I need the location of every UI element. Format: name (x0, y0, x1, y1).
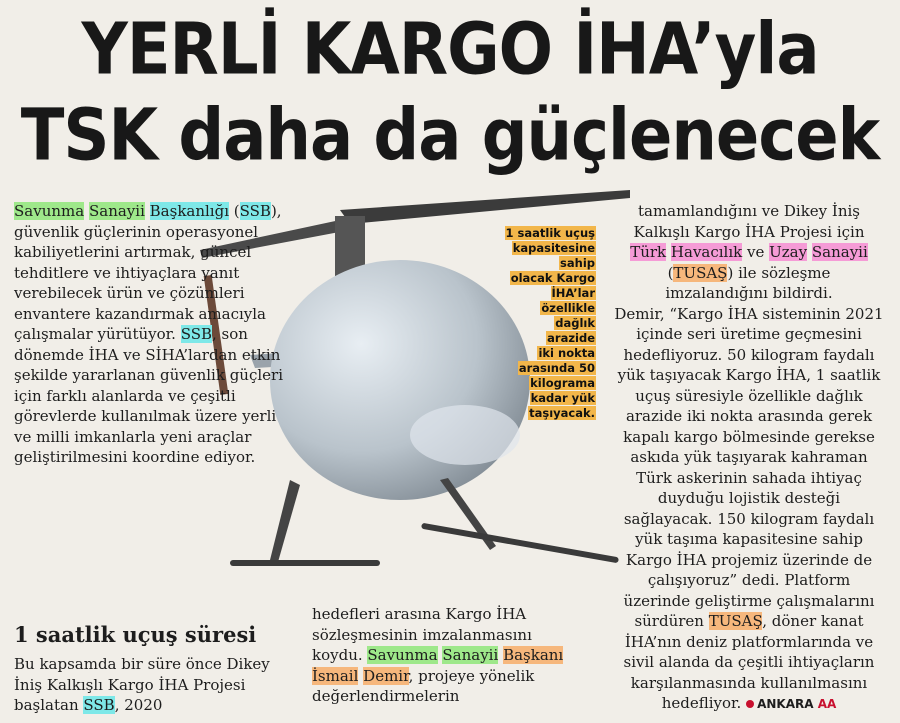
text-run: ) ile sözleşme imzalandığını bildirdi. (665, 263, 833, 302)
text-run: Demir, “Kargo İHA sisteminin 2021 içinde seri üretime geçmesini hedefliyoruz. 50 kilogram faydalı yük taşıyacak Kargo İHA, 1 saatlik uçuş süresiyle özellikle dağlık arazide iki nokta arasında gerek kapalı kargo bölmesinde gerekse askıda yük taşıyarak kahraman Türk askerinin sahada ihtiyaç duyduğu lojistik desteği sağlayacak. 150 kilogram faydalı yük taşıma kapasitesine sahip Kargo İHA projemiz üzerinde de çalışıyoruz” dedi. Platform üzerinde geliştirme çalışmalarını sürdüren (614, 304, 884, 630)
text-run: tamamlandığını ve Dikey İniş Kalkışlı Kargo İHA Projesi için (633, 202, 865, 241)
text-run: ( (667, 263, 674, 282)
source-agency: AA (817, 697, 837, 711)
highlighted-term: TUSAŞ (708, 612, 763, 630)
text-run: , 2020 (114, 696, 163, 714)
text-run: ( (229, 202, 240, 220)
callout-line: 1 saatlik uçuş (505, 226, 595, 240)
text-run (145, 202, 150, 220)
highlighted-term: Sanayii (88, 202, 145, 220)
highlighted-term: TUSAŞ (673, 263, 728, 282)
text-run: , projeye yönelik değerlendirmelerin (312, 666, 535, 705)
headline-line-1: YERLİ KARGO İHA’yla (81, 8, 819, 92)
text-run: ve (742, 243, 770, 261)
text-run: Bu kapsamda bir süre önce Dikey İniş Kalkışlı Kargo İHA Projesi başlatan (14, 655, 270, 714)
callout-line: taşıyacak. (529, 406, 595, 420)
callout-line: olacak Kargo (510, 271, 595, 285)
highlighted-term: Başkanı (503, 646, 564, 664)
text-run: ), güvenlik güçlerinin operasyonel kabiliyetlerini artırmak, güncel tehditlere ve ihtiyaçlara yanıt verebilecek ürün ve çözümleri envantere kazandırmak amacıyla çalışmalar yürütüyor. (14, 202, 282, 343)
highlighted-term: Uzay (769, 243, 808, 261)
highlighted-term: Savunma (367, 646, 438, 664)
highlighted-term: Savunma (14, 202, 85, 220)
text-run: , döner kanat İHA’nın deniz platformlarında ve sivil alanda da çeşitli ihtiyaçların karşılanmasında kullanılmasını hedefliyor. (623, 612, 875, 712)
callout-box (500, 226, 596, 421)
callout-line: İHA’lar (551, 286, 595, 300)
highlighted-term: Havacılık (670, 243, 743, 261)
headline-line-2: TSK daha da güçlenecek (20, 94, 880, 178)
highlighted-term: Demir (363, 666, 409, 685)
callout-line: sahip (560, 256, 595, 270)
callout-line: kapasitesine (512, 241, 595, 255)
red-dot-icon (746, 700, 754, 708)
callout-line: arasında 50 (518, 361, 595, 375)
right-column-text (614, 201, 884, 715)
source-city: ANKARA (757, 697, 818, 711)
highlighted-term: Sanayii (811, 243, 868, 261)
highlighted-term: Sanayii (442, 646, 499, 664)
highlighted-term: SSB (83, 696, 115, 714)
highlighted-term: Türk (630, 243, 667, 261)
highlighted-term: İsmail (312, 666, 359, 685)
middle-bottom-text (312, 604, 584, 707)
highlighted-term: Başkanlığı (149, 202, 230, 220)
left-bottom-text (14, 654, 286, 716)
callout-line: kilograma (530, 376, 595, 390)
callout-line: dağlık (555, 316, 595, 330)
highlighted-term: SSB (239, 202, 271, 220)
callout-line: kadar yük (530, 391, 595, 405)
source-credit (746, 697, 836, 711)
callout-line: özellikle (541, 301, 595, 315)
subheading: 1 saatlik uçuş süresi (14, 622, 257, 647)
callout-line: arazide (547, 331, 595, 345)
text-run: hedefleri arasına Kargo İHA sözleşmesinin imzalanmasını koydu. (312, 605, 532, 664)
highlighted-term: SSB (180, 325, 213, 343)
left-column-text (14, 201, 286, 468)
callout-line: iki nokta (538, 346, 595, 360)
text-run: , son dönemde İHA ve SİHA’lardan etkin şekilde yararlanan güvenlik güçleri için farklı alanlarda ve çeşitli görevlerde kullanılmak üzere yerli ve milli imkanlarla yeni araçlar geliştirilmesini koordine ediyor. (14, 325, 284, 466)
